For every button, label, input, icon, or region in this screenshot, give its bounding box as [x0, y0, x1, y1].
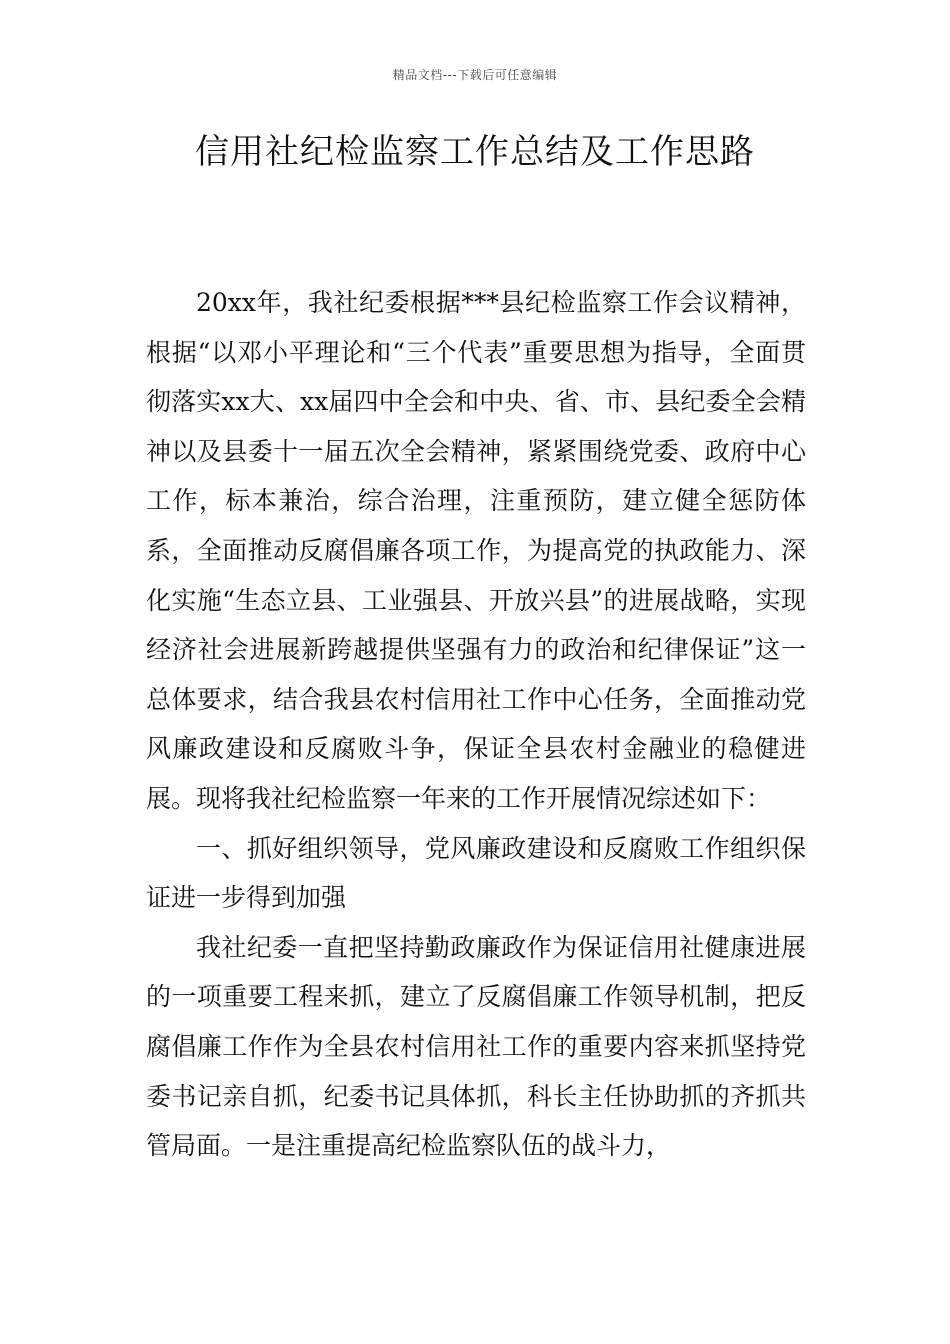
- section-heading-1: 一、抓好组织领导，党风廉政建设和反腐败工作组织保证进一步得到加强: [146, 833, 806, 913]
- paragraph-intro: 20xx年，我社纪委根据***县纪检监察工作会议精神，根据“以邓小平理论和“三个代表”重要思想为指导，全面贯彻落实xx大、xx届四中全会和中央、省、市、县纪委全会精神以及县委十一届五次全会精神，紧紧围绕党委、政府中心工作，标本兼治，综合治理，注重预防，建立健全惩防体系，全面推动反腐倡廉各项工作，为提高党的执政能力、深化实施“生态立县、工业强县、开放兴县”的进展战略，实现经济社会进展新跨越提供坚强有力的政治和纪律保证”这一总体要求，结合我县农村信用社工作中心任务，全面推动党风廉政建设和反腐败斗争，保证全县农村金融业的稳健进展。现将我社纪检监察一年来的工作开展情况综述如下：: [146, 288, 806, 813]
- paragraph-section-1: 我社纪委一直把坚持勤政廉政作为保证信用社健康进展的一项重要工程来抓，建立了反腐倡廉工作领导机制，把反腐倡廉工作作为全县农村信用社工作的重要内容来抓坚持党委书记亲自抓，纪委书记具体抓，科长主任协助抓的齐抓共管局面。一是注重提高纪检监察队伍的战斗力，: [146, 932, 806, 1161]
- header-note: 精品文档---下载后可任意编辑: [392, 68, 558, 82]
- document-title: 信用社纪检监察工作总结及工作思路: [195, 132, 755, 172]
- document-body: [146, 278, 806, 1171]
